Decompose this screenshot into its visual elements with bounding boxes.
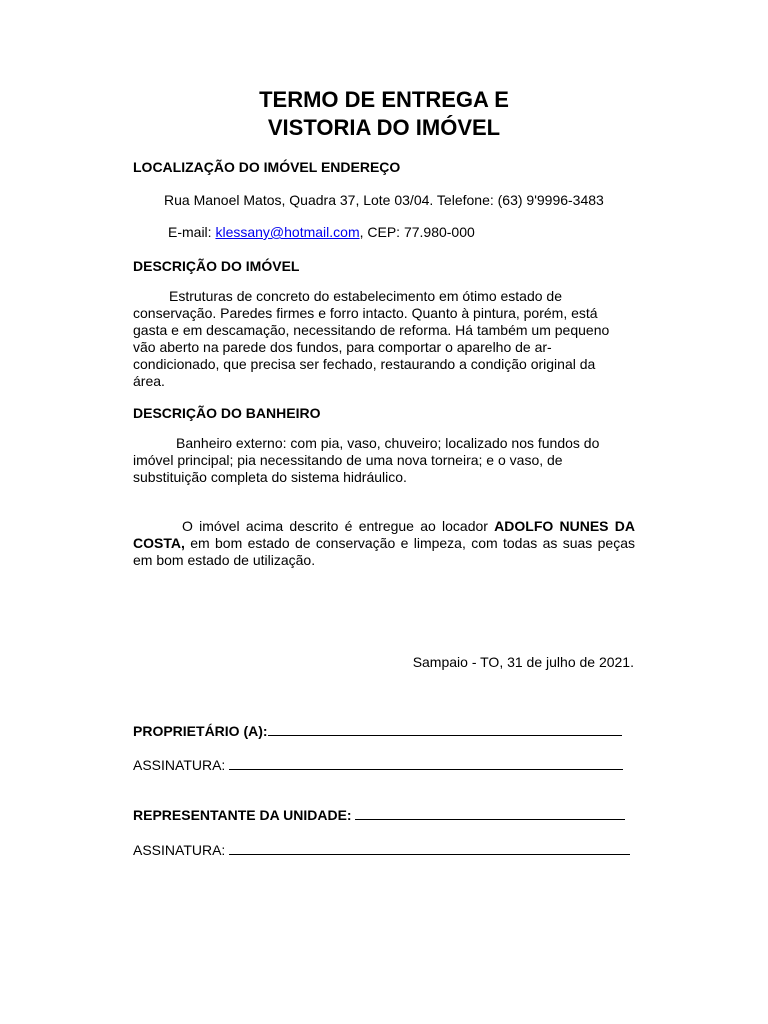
- representative-signature-row: [133, 841, 630, 859]
- owner-signature-label: ASSINATURA:: [133, 757, 230, 773]
- paragraph-line: condicionado, que precisa ser fechado, restaurando a condição original da: [133, 356, 596, 372]
- representative-row: [133, 806, 625, 824]
- document-title-line-1: TERMO DE ENTREGA E: [259, 87, 509, 112]
- paragraph-line: área.: [133, 373, 165, 389]
- owner-signature-line[interactable]: [229, 756, 623, 770]
- bathroom-description-heading: DESCRIÇÃO DO BANHEIRO: [133, 405, 321, 421]
- paragraph-line: vão aberto na parede dos fundos, para comportar o aparelho de ar-: [133, 339, 552, 355]
- tenant-name-part-1: ADOLFO NUNES DA: [494, 518, 635, 534]
- location-heading: LOCALIZAÇÃO DO IMÓVEL ENDEREÇO: [133, 159, 401, 175]
- email-prefix: E-mail:: [168, 224, 216, 240]
- statement-line-3: em bom estado de utilização.: [133, 552, 316, 568]
- tenant-name-part-2: COSTA,: [133, 535, 185, 551]
- paragraph-line: substituição completa do sistema hidráulico.: [133, 469, 407, 485]
- property-description-heading: DESCRIÇÃO DO IMÓVEL: [133, 258, 300, 274]
- cep-text: , CEP: 77.980-000: [359, 224, 475, 240]
- owner-signature-row: [133, 722, 622, 740]
- representative-signature-line[interactable]: [229, 841, 630, 855]
- statement-line-1: [133, 518, 635, 535]
- email-link[interactable]: klessany@hotmail.com: [215, 224, 360, 240]
- date-line: Sampaio - TO, 31 de julho de 2021.: [412, 654, 634, 670]
- owner-label: PROPRIETÁRIO (A):: [133, 723, 268, 739]
- property-description-paragraph: [133, 288, 635, 390]
- bathroom-description-paragraph: [133, 435, 635, 486]
- paragraph-line: conservação. Paredes firmes e forro intacto. Quanto à pintura, porém, está: [133, 305, 598, 321]
- statement-line-2-text: em bom estado de conservação e limpeza, com todas as suas peças: [184, 535, 635, 551]
- paragraph-line: gasta e em descamação, necessitando de reforma. Há também um pequeno: [133, 322, 610, 338]
- paragraph-line: Banheiro externo: com pia, vaso, chuveiro; localizado nos fundos do: [176, 435, 600, 451]
- address-line: Rua Manoel Matos, Quadra 37, Lote 03/04. Telefone: (63) 9'9996-3483: [164, 192, 604, 208]
- delivery-statement-paragraph: [133, 518, 635, 569]
- representative-name-line[interactable]: [355, 806, 625, 820]
- representative-label: REPRESENTANTE DA UNIDADE:: [133, 807, 356, 823]
- owner-signature-line-row: [133, 756, 623, 774]
- statement-line-2: [133, 535, 635, 552]
- statement-prefix: O imóvel acima descrito é entregue ao locador: [182, 518, 495, 534]
- document-title-line-2: VISTORIA DO IMÓVEL: [267, 115, 501, 140]
- paragraph-line: imóvel principal; pia necessitando de uma nova torneira; e o vaso, de: [133, 452, 563, 468]
- owner-name-line[interactable]: [268, 722, 622, 736]
- paragraph-line: Estruturas de concreto do estabelecimento em ótimo estado de: [169, 288, 562, 304]
- representative-signature-label: ASSINATURA:: [133, 842, 230, 858]
- email-line: [168, 224, 475, 241]
